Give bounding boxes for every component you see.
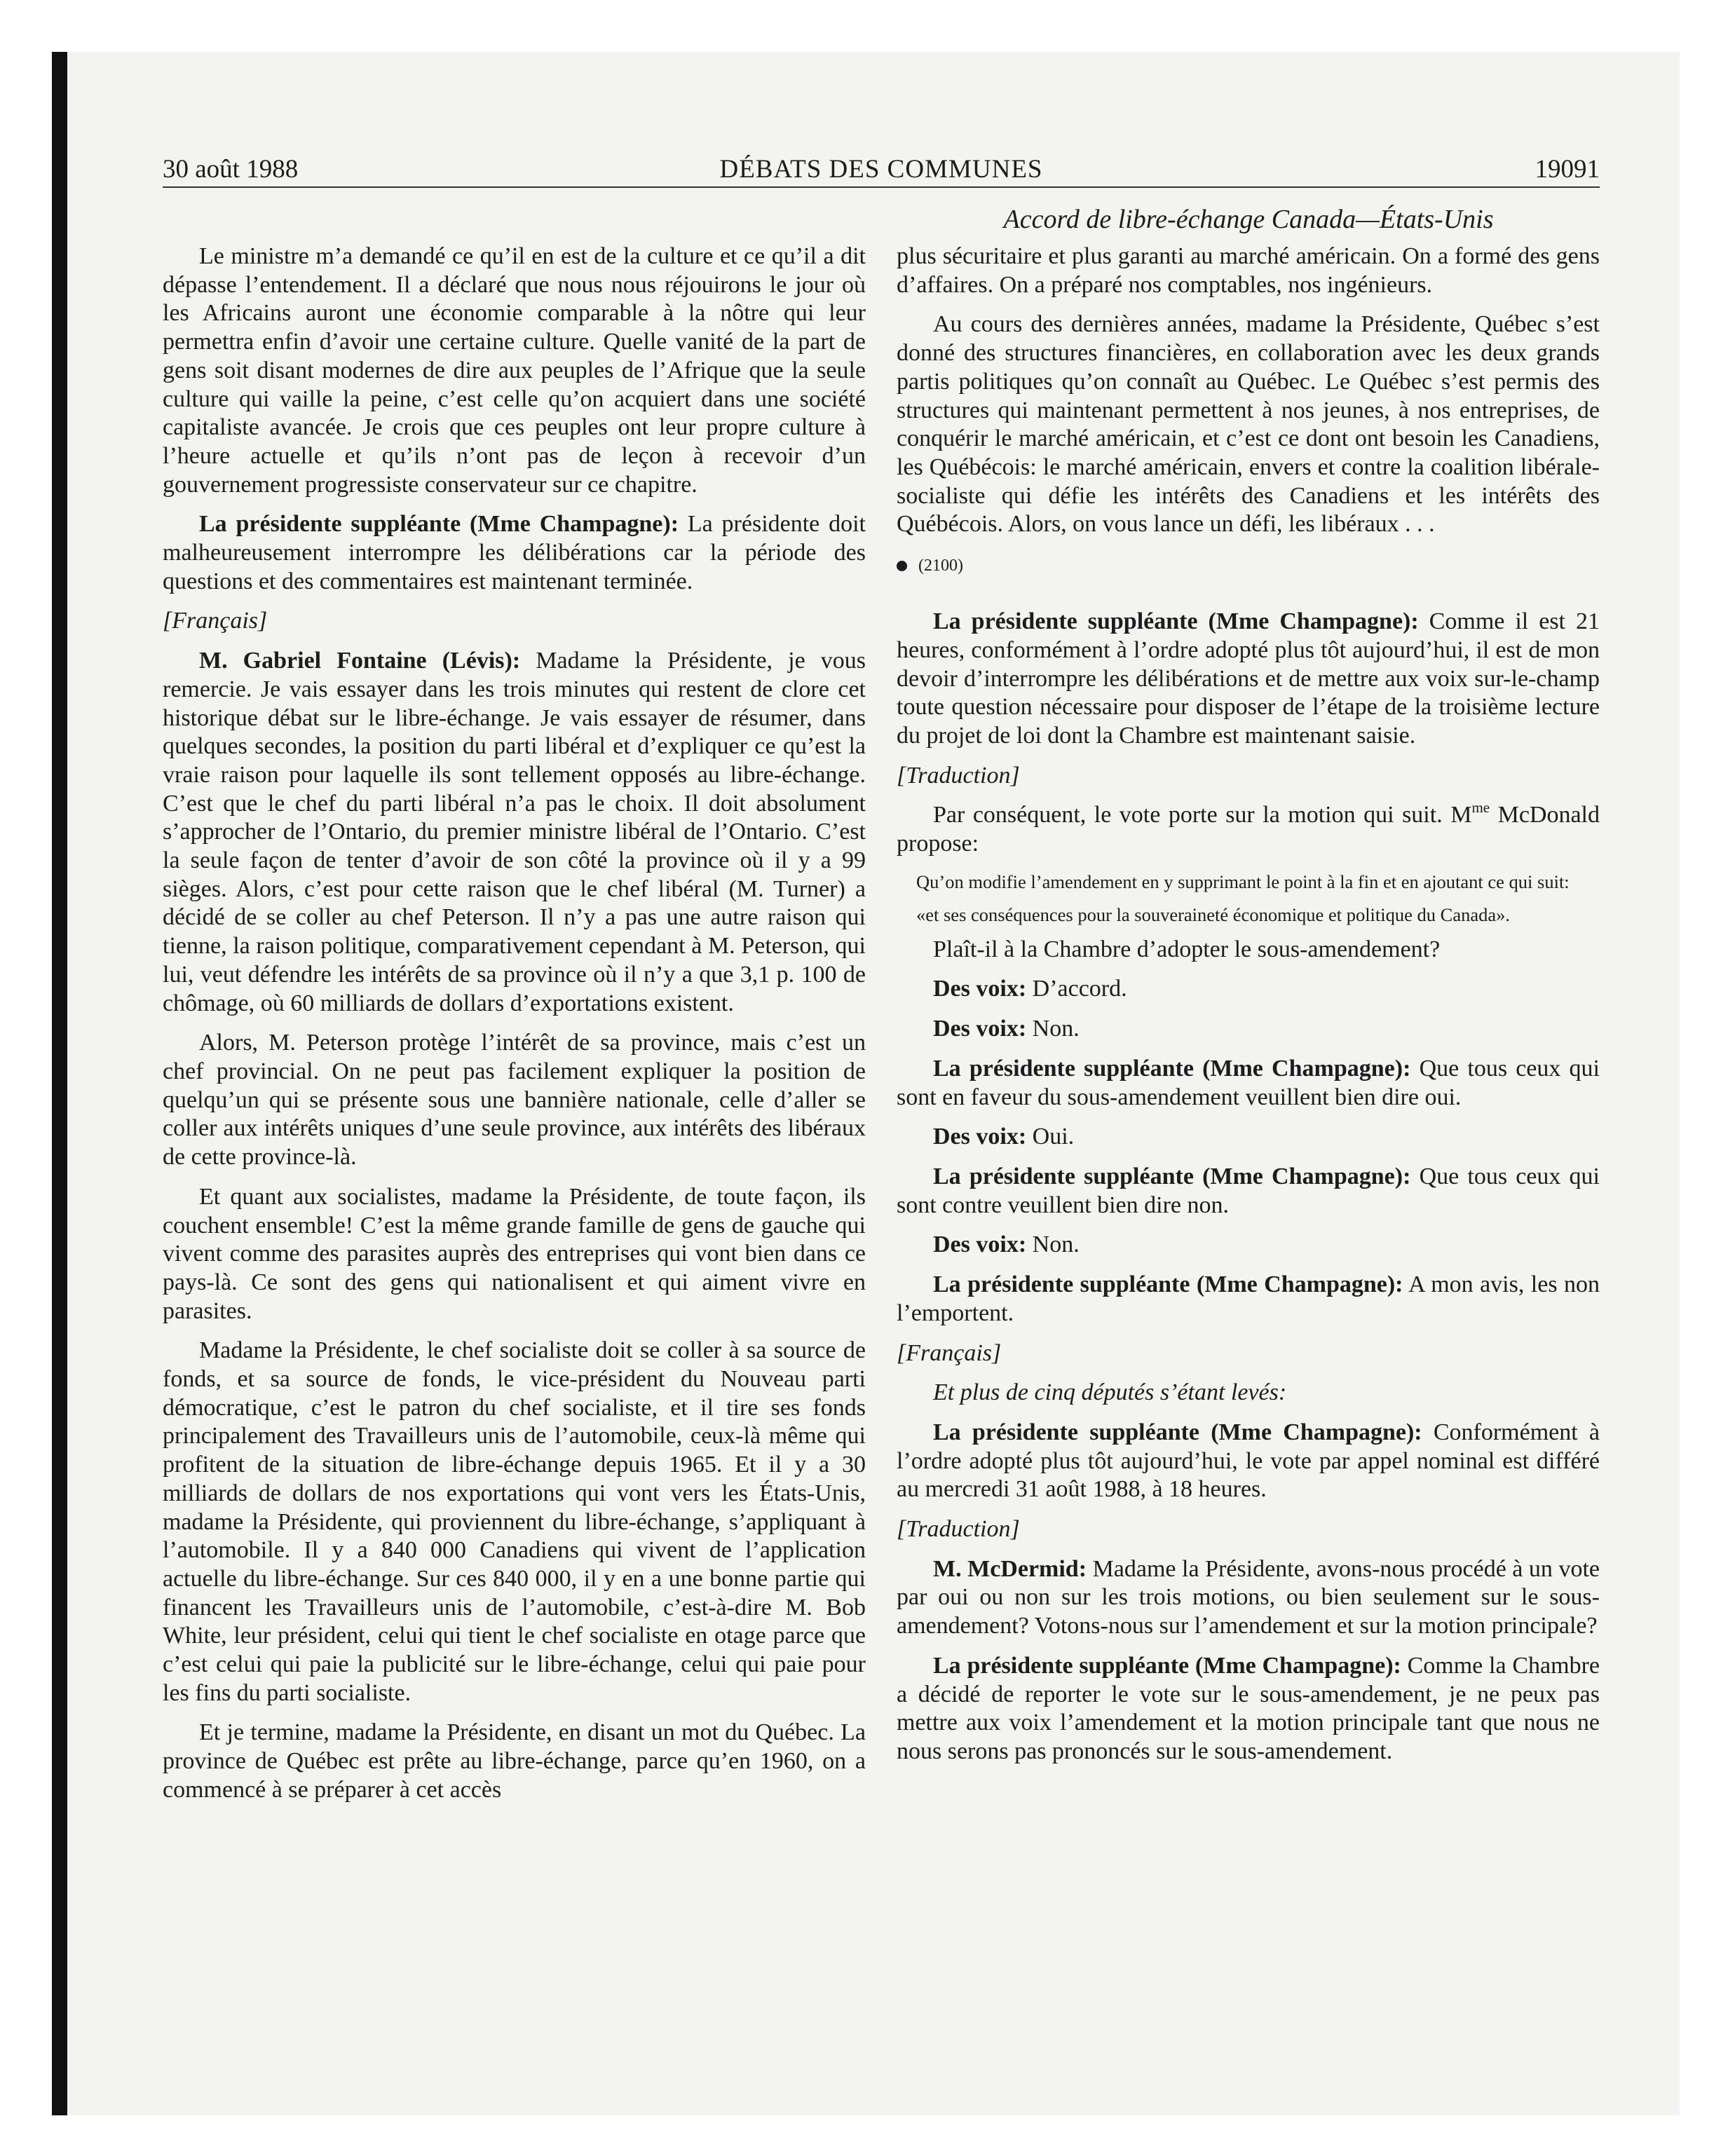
speech-text: Madame la Présidente, avons-nous procédé à un vote par oui ou non sur les trois motions, ou bien seulement sur le sous-amendement? Votons-nous sur l’amendement et sur la motion principale? xyxy=(897,1555,1600,1639)
speaker-name: La présidente suppléante (Mme Champagne): xyxy=(933,1055,1411,1082)
paragraph xyxy=(897,1379,1600,1407)
paragraph: plus sécuritaire et plus garanti au marché américain. On a formé des gens d’affaires. On a préparé nos comptables, nos ingénieurs. xyxy=(897,243,1600,298)
header-date: 30 août 1988 xyxy=(163,155,299,184)
paragraph: Et quant aux socialistes, madame la Présidente, de toute façon, ils couchent ensemble! C’est la même grande famille de gens de gauche qui vivent comme des parasites auprès des entreprises qui vont bien dans ce pays-là. Ce sont des gens qui nationalisent et qui aiment vivre en parasites. xyxy=(163,1183,866,1324)
header-title: DÉBATS DES COMMUNES xyxy=(719,155,1043,184)
paragraph: Le ministre m’a demandé ce qu’il en est de la culture et ce qu’il a dit dépasse l’entendement. Il a déclaré que nous nous réjouirons le jour où les Africains auront une économie comparable à la nôtre qui leur permettra enfin d’avoir une certaine culture. Quelle vanité de la part de gens soit disant modernes de dire aux peuples de l’Afrique que la seule culture qui vaille la peine, c’est celle qu’on acquiert dans une société capitaliste avancée. Je crois que ces peuples ont leur propre culture à l’heure actuelle et qu’ils n’ont pas de leçon à recevoir d’un gouvernement progressiste conservateur sur ce chapitre. xyxy=(163,243,866,498)
language-note: [Traduction] xyxy=(897,1516,1020,1543)
language-note: [Traduction] xyxy=(897,762,1020,789)
paragraph xyxy=(897,975,1600,1004)
procedural-note: Et plus de cinq députés s’étant levés: xyxy=(933,1379,1287,1406)
paragraph xyxy=(163,647,866,1018)
paragraph xyxy=(897,1163,1600,1220)
paragraph xyxy=(897,1555,1600,1641)
language-note: [Français] xyxy=(897,1339,1002,1366)
paragraph xyxy=(897,608,1600,751)
speech-text: Non. xyxy=(1026,1231,1080,1258)
speaker-name: Des voix: xyxy=(933,1124,1027,1150)
scan-binding-shadow xyxy=(52,52,67,2115)
paragraph xyxy=(897,1271,1600,1328)
paragraph xyxy=(897,1652,1600,1766)
speech-text: Que tous ceux qui sont contre veuillent bien dire non. xyxy=(897,1163,1600,1218)
speech-text: Comme la Chambre a décidé de reporter le vote sur le sous-amendement, je ne peux pas mettre aux voix l’amendement et la motion principale tant que nous ne nous serons pas prononcés sur le sous-amendement. xyxy=(897,1652,1600,1764)
page-header xyxy=(163,156,1600,184)
speech-text: Madame la Présidente, je vous remercie. Je vais essayer dans les trois minutes qui restent de clore cet historique débat sur le libre-échange. Je vais essayer de résumer, dans quelques secondes, la position du parti libéral et d’expliquer ce qu’est la vraie raison pour laquelle ils sont tellement opposés au libre-échange. C’est que le chef du parti libéral n’a pas le choix. Il doit absolument s’approcher de l’Ontario, du premier ministre libéral de l’Ontario. C’est la seule façon de tenter d’avoir de son côté la province où il y a 99 sièges. Alors, c’est pour cette raison que le chef libéral (M. Turner) a décidé de se coller au chef Peterson. Il n’y a pas une autre raison qui tienne, la raison politique, comparativement cependant à M. Peterson, qui lui, veut défendre les intérêts de sa province où il n’y a que 3,1 p. 100 de chômage, où 60 milliards de dollars d’exportations existent. xyxy=(163,648,866,1016)
language-note: [Français] xyxy=(163,608,268,634)
time-marker xyxy=(897,550,1600,580)
speaker-name: Des voix: xyxy=(933,1231,1027,1258)
page-number: 19091 xyxy=(1535,155,1600,184)
motion-quote: Qu’on modifie l’amendement en y supprimant le point à la fin et en ajoutant ce qui suit: xyxy=(916,871,1570,892)
speaker-name: La présidente suppléante (Mme Champagne): xyxy=(933,1652,1401,1679)
speech-text: Comme il est 21 heures, conformément à l’ordre adopté plus tôt aujourd’hui, il est de mon devoir d’interrompre les délibérations et de mettre aux voix sur-le-champ toute question nécessaire pour disposer de l’étape de la troisième lecture du projet de loi dont la Chambre est maintenant saisie. xyxy=(897,608,1600,749)
paragraph xyxy=(897,801,1600,858)
running-head: Accord de libre-échange Canada—États-Unis xyxy=(1003,205,1494,234)
paragraph xyxy=(897,1055,1600,1112)
speech-text: McDonald propose: xyxy=(897,802,1600,857)
speaker-name: La présidente suppléante (Mme Champagne): xyxy=(933,1163,1411,1189)
header-rule xyxy=(163,186,1600,188)
superscript: me xyxy=(1471,799,1490,817)
paragraph xyxy=(897,1123,1600,1152)
speech-text: Non. xyxy=(1026,1016,1080,1042)
speech-text: A mon avis, les non l’emportent. xyxy=(897,1271,1600,1326)
paragraph xyxy=(897,1231,1600,1260)
speaker-name: La présidente suppléante (Mme Champagne): xyxy=(933,608,1419,635)
paragraph: Plaît-il à la Chambre d’adopter le sous-amendement? xyxy=(933,936,1441,962)
paragraph xyxy=(163,510,866,596)
right-column xyxy=(897,243,1600,1778)
speech-text: D’accord. xyxy=(1026,976,1127,1002)
left-column xyxy=(163,243,866,1816)
speech-text: Que tous ceux qui sont en faveur du sous-amendement veuillent bien dire oui. xyxy=(897,1055,1600,1110)
speech-text: Par conséquent, le vote porte sur la motion qui suit. M xyxy=(933,802,1472,828)
time-marker-label: (2100) xyxy=(918,557,963,575)
bullet-dot-icon xyxy=(897,561,907,571)
speaker-name: La présidente suppléante (Mme Champagne): xyxy=(199,511,679,538)
paragraph: Alors, M. Peterson protège l’intérêt de sa province, mais c’est un chef provincial. On ne peut pas facilement expliquer la position de quelqu’un qui se présente sous une bannière nationale, celle d’aller se coller aux intérêts uniques d’une seule province, aux intérêts des libéraux de cette province-là. xyxy=(163,1030,866,1171)
paragraph: Au cours des dernières années, madame la Présidente, Québec s’est donné des structures financières, en collaboration avec les deux grands partis politiques qu’on connaît au Québec. Le Québec s’est permis des structures qui maintenant permettent à nos jeunes, à nos entreprises, de conquérir le marché américain, et c’est ce dont ont besoin les Canadiens, les Québécois: le marché américain, envers et contre la coalition libérale-socialiste qui défie les intérêts des Canadiens et les intérêts des Québécois. Alors, on vous lance un défi, les libéraux . . . xyxy=(897,311,1600,538)
paragraph xyxy=(897,1419,1600,1504)
speaker-name: M. Gabriel Fontaine (Lévis): xyxy=(199,648,521,674)
paragraph xyxy=(897,1015,1600,1044)
speech-text: La présidente doit malheureusement interrompre les délibérations car la période des questions et des commentaires est maintenant terminée. xyxy=(163,511,866,594)
speech-text: Conformément à l’ordre adopté plus tôt aujourd’hui, le vote par appel nominal est différé au mercredi 31 août 1988, à 18 heures. xyxy=(897,1419,1600,1503)
motion-quote: «et ses conséquences pour la souveraineté économique et politique du Canada». xyxy=(916,903,1510,925)
speaker-name: La présidente suppléante (Mme Champagne): xyxy=(933,1271,1403,1298)
speaker-name: M. McDermid: xyxy=(933,1555,1087,1582)
speaker-name: La présidente suppléante (Mme Champagne): xyxy=(933,1419,1422,1445)
paragraph: Et je termine, madame la Présidente, en disant un mot du Québec. La province de Québec est prête au libre-échange, parce qu’en 1960, on a commencé à se préparer à cet accès xyxy=(163,1719,866,1803)
paragraph: Madame la Présidente, le chef socialiste doit se coller à sa source de fonds, et sa source de fonds, le vice-président du Nouveau parti démocratique, c’est le patron du chef socialiste, et il tire ses fonds principalement des Travailleurs unis de l’automobile, ceux-là même qui profitent de la situation de libre-échange depuis 1965. Et il y a 30 milliards de dollars de nos exportations qui vont vers les États-Unis, madame la Présidente, qui proviennent du libre-échange, s’appliquant à l’automobile. Il y a 840 000 Canadiens qui vivent de l’application actuelle du libre-échange. Sur ces 840 000, il y en a une bonne partie qui financent les Travailleurs unis de l’automobile, c’est-à-dire M. Bob White, leur président, celui qui tient le chef socialiste en otage parce que c’est celui qui paie la publicité sur le libre-échange, celui qui paie pour les fins du parti socialiste. xyxy=(163,1337,866,1706)
speech-text: Oui. xyxy=(1026,1124,1075,1150)
scan-margin xyxy=(0,0,52,2156)
speaker-name: Des voix: xyxy=(933,976,1027,1002)
speaker-name: Des voix: xyxy=(933,1016,1027,1042)
